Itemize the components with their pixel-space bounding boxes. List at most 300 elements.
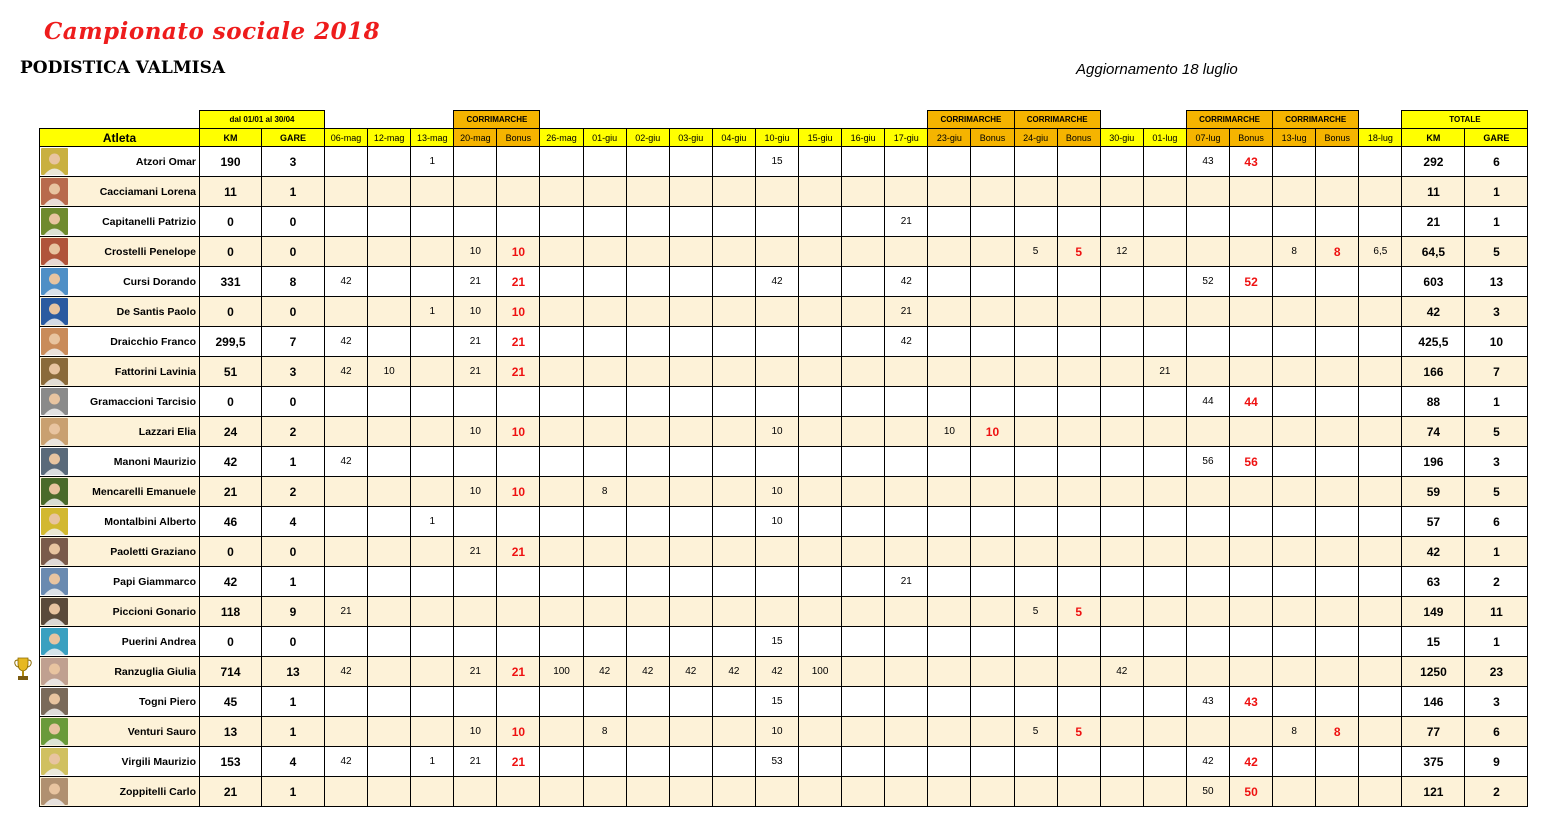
- race-km-cell: [368, 597, 411, 627]
- race-km-cell: [842, 507, 885, 537]
- race-km-cell: [454, 387, 497, 417]
- race-km-cell: [669, 417, 712, 447]
- bonus-cell: [1057, 477, 1100, 507]
- athlete-photo: [41, 388, 68, 415]
- bonus-cell: [971, 657, 1014, 687]
- table-row: [40, 237, 1528, 267]
- race-km-cell: [1014, 567, 1057, 597]
- bonus-cell: [971, 177, 1014, 207]
- athlete-name: Mencarelli Emanuele: [40, 477, 200, 507]
- total-km-cell: 57: [1402, 507, 1465, 537]
- race-km-cell: 21: [325, 597, 368, 627]
- race-km-cell: [583, 747, 626, 777]
- bonus-cell: [1057, 357, 1100, 387]
- total-gare-cell: 6: [1465, 147, 1528, 177]
- km-cell: 153: [200, 747, 262, 777]
- bonus-cell: [1057, 657, 1100, 687]
- gare-cell: 9: [262, 597, 325, 627]
- gare-cell: 7: [262, 327, 325, 357]
- race-km-cell: [1143, 207, 1186, 237]
- race-km-cell: [583, 567, 626, 597]
- col-event-date: 07-lug: [1186, 129, 1229, 147]
- race-km-cell: [1100, 777, 1143, 807]
- gare-cell: 2: [262, 417, 325, 447]
- bonus-cell: [1316, 297, 1359, 327]
- total-gare-cell: 1: [1465, 387, 1528, 417]
- race-km-cell: 56: [1186, 447, 1229, 477]
- bonus-cell: [971, 387, 1014, 417]
- col-event-date: 01-lug: [1143, 129, 1186, 147]
- race-km-cell: [626, 387, 669, 417]
- race-km-cell: [842, 747, 885, 777]
- race-km-cell: [669, 207, 712, 237]
- race-km-cell: [669, 627, 712, 657]
- total-gare-cell: 13: [1465, 267, 1528, 297]
- bonus-cell: [1230, 417, 1273, 447]
- race-km-cell: 15: [755, 687, 798, 717]
- bonus-cell: [1316, 657, 1359, 687]
- table-row: [40, 207, 1528, 237]
- race-km-cell: 42: [583, 657, 626, 687]
- race-km-cell: [540, 627, 583, 657]
- race-km-cell: [799, 597, 842, 627]
- race-km-cell: [1100, 417, 1143, 447]
- race-km-cell: [712, 627, 755, 657]
- race-km-cell: [1359, 357, 1402, 387]
- bonus-cell: [1316, 507, 1359, 537]
- race-km-cell: [1273, 387, 1316, 417]
- km-cell: 0: [200, 297, 262, 327]
- race-km-cell: [368, 537, 411, 567]
- race-km-cell: [368, 747, 411, 777]
- race-km-cell: 5: [1014, 237, 1057, 267]
- col-event-date: 20-mag: [454, 129, 497, 147]
- total-km-cell: 603: [1402, 267, 1465, 297]
- race-km-cell: 42: [1100, 657, 1143, 687]
- race-km-cell: [799, 777, 842, 807]
- race-km-cell: [368, 267, 411, 297]
- bonus-cell: 50: [1230, 777, 1273, 807]
- gare-cell: 8: [262, 267, 325, 297]
- race-km-cell: [325, 237, 368, 267]
- race-km-cell: 10: [755, 477, 798, 507]
- race-km-cell: [885, 477, 928, 507]
- race-km-cell: [325, 477, 368, 507]
- race-km-cell: [1014, 507, 1057, 537]
- km-cell: 331: [200, 267, 262, 297]
- race-km-cell: [368, 387, 411, 417]
- athlete-name: Lazzari Elia: [40, 417, 200, 447]
- col-event-date: 04-giu: [712, 129, 755, 147]
- race-km-cell: [842, 207, 885, 237]
- bonus-cell: [497, 777, 540, 807]
- bonus-cell: [1316, 537, 1359, 567]
- race-km-cell: [626, 747, 669, 777]
- race-km-cell: 10: [755, 717, 798, 747]
- gare-cell: 1: [262, 567, 325, 597]
- race-km-cell: 15: [755, 147, 798, 177]
- race-km-cell: [1100, 627, 1143, 657]
- race-km-cell: [368, 177, 411, 207]
- bonus-cell: [1316, 477, 1359, 507]
- total-km-cell: 15: [1402, 627, 1465, 657]
- race-km-cell: [1273, 597, 1316, 627]
- page-title: Campionato sociale 2018: [44, 18, 381, 45]
- race-km-cell: [885, 747, 928, 777]
- race-km-cell: [1186, 417, 1229, 447]
- race-km-cell: [454, 597, 497, 627]
- race-km-cell: [325, 297, 368, 327]
- bonus-cell: 21: [497, 747, 540, 777]
- race-km-cell: [1186, 357, 1229, 387]
- race-km-cell: [454, 447, 497, 477]
- race-km-cell: [411, 717, 454, 747]
- race-km-cell: [1359, 777, 1402, 807]
- race-km-cell: [540, 417, 583, 447]
- total-gare-cell: 1: [1465, 537, 1528, 567]
- race-km-cell: [325, 717, 368, 747]
- race-km-cell: 42: [325, 657, 368, 687]
- race-km-cell: 42: [755, 267, 798, 297]
- race-km-cell: [928, 447, 971, 477]
- athlete-photo: [41, 448, 68, 475]
- race-km-cell: [669, 237, 712, 267]
- table-row: [40, 507, 1528, 537]
- total-gare-cell: 6: [1465, 717, 1528, 747]
- race-km-cell: 21: [885, 207, 928, 237]
- col-bonus: Bonus: [1057, 129, 1100, 147]
- group-header-row: [40, 111, 1528, 129]
- race-km-cell: [885, 417, 928, 447]
- total-gare-cell: 7: [1465, 357, 1528, 387]
- athlete-name: Crostelli Penelope: [40, 237, 200, 267]
- race-km-cell: [1186, 657, 1229, 687]
- bonus-cell: [971, 207, 1014, 237]
- race-km-cell: [626, 477, 669, 507]
- race-km-cell: [885, 777, 928, 807]
- race-km-cell: [669, 327, 712, 357]
- race-km-cell: 42: [1186, 747, 1229, 777]
- race-km-cell: [1359, 477, 1402, 507]
- race-km-cell: [1014, 657, 1057, 687]
- race-km-cell: [411, 417, 454, 447]
- athlete-name: Puerini Andrea: [40, 627, 200, 657]
- athlete-name: Paoletti Graziano: [40, 537, 200, 567]
- race-km-cell: [583, 597, 626, 627]
- race-km-cell: [928, 267, 971, 297]
- gare-cell: 1: [262, 447, 325, 477]
- athlete-name: Fattorini Lavinia: [40, 357, 200, 387]
- race-km-cell: [540, 237, 583, 267]
- bonus-cell: 8: [1316, 237, 1359, 267]
- table-row: [40, 327, 1528, 357]
- total-gare-cell: 10: [1465, 327, 1528, 357]
- race-km-cell: [583, 237, 626, 267]
- km-cell: 0: [200, 537, 262, 567]
- race-km-cell: [669, 297, 712, 327]
- race-km-cell: [1273, 147, 1316, 177]
- total-km-cell: 146: [1402, 687, 1465, 717]
- col-event-date: 13-lug: [1273, 129, 1316, 147]
- race-km-cell: [1359, 717, 1402, 747]
- race-km-cell: 6,5: [1359, 237, 1402, 267]
- km-cell: 714: [200, 657, 262, 687]
- athlete-name: Cacciamani Lorena: [40, 177, 200, 207]
- bonus-cell: [1316, 357, 1359, 387]
- race-km-cell: [325, 177, 368, 207]
- race-km-cell: [325, 417, 368, 447]
- bonus-cell: [971, 357, 1014, 387]
- group-spacer: [411, 111, 454, 129]
- athlete-photo: [41, 238, 68, 265]
- total-km-cell: 64,5: [1402, 237, 1465, 267]
- athlete-photo: [41, 598, 68, 625]
- column-header-row: [40, 129, 1528, 147]
- bonus-cell: [1230, 597, 1273, 627]
- race-km-cell: 10: [928, 417, 971, 447]
- race-km-cell: 10: [755, 507, 798, 537]
- total-gare-cell: 9: [1465, 747, 1528, 777]
- total-gare-cell: 5: [1465, 237, 1528, 267]
- gare-cell: 3: [262, 357, 325, 387]
- race-km-cell: [454, 687, 497, 717]
- bonus-cell: [971, 147, 1014, 177]
- race-km-cell: [626, 237, 669, 267]
- bonus-cell: [1057, 747, 1100, 777]
- race-km-cell: [712, 447, 755, 477]
- race-km-cell: [755, 177, 798, 207]
- group-spacer: [626, 111, 669, 129]
- group-corrimarche: CORRIMARCHE: [1273, 111, 1359, 129]
- race-km-cell: [454, 567, 497, 597]
- ranking-table: [39, 110, 1528, 807]
- gare-cell: 1: [262, 177, 325, 207]
- race-km-cell: [712, 417, 755, 447]
- race-km-cell: [1143, 417, 1186, 447]
- race-km-cell: [1100, 327, 1143, 357]
- race-km-cell: [540, 327, 583, 357]
- total-gare-cell: 5: [1465, 417, 1528, 447]
- race-km-cell: 1: [411, 747, 454, 777]
- race-km-cell: [454, 627, 497, 657]
- race-km-cell: [1273, 567, 1316, 597]
- km-cell: 0: [200, 387, 262, 417]
- race-km-cell: [799, 627, 842, 657]
- race-km-cell: [1186, 327, 1229, 357]
- race-km-cell: [1100, 537, 1143, 567]
- race-km-cell: [411, 447, 454, 477]
- race-km-cell: [1273, 777, 1316, 807]
- table-row: [40, 357, 1528, 387]
- bonus-cell: 10: [497, 717, 540, 747]
- race-km-cell: 100: [540, 657, 583, 687]
- km-cell: 24: [200, 417, 262, 447]
- race-km-cell: [626, 567, 669, 597]
- race-km-cell: [712, 387, 755, 417]
- bonus-cell: 5: [1057, 717, 1100, 747]
- athlete-name: Ranzuglia Giulia: [40, 657, 200, 687]
- athlete-photo: [41, 148, 68, 175]
- group-spacer: [40, 111, 200, 129]
- col-event-date: 18-lug: [1359, 129, 1402, 147]
- bonus-cell: 52: [1230, 267, 1273, 297]
- race-km-cell: [842, 477, 885, 507]
- gare-cell: 0: [262, 387, 325, 417]
- race-km-cell: [842, 267, 885, 297]
- race-km-cell: [540, 597, 583, 627]
- race-km-cell: [799, 297, 842, 327]
- bonus-cell: 21: [497, 537, 540, 567]
- race-km-cell: [325, 387, 368, 417]
- race-km-cell: [583, 627, 626, 657]
- race-km-cell: [368, 447, 411, 477]
- total-km-cell: 425,5: [1402, 327, 1465, 357]
- bonus-cell: [497, 387, 540, 417]
- bonus-cell: [971, 777, 1014, 807]
- race-km-cell: [1143, 477, 1186, 507]
- race-km-cell: [540, 177, 583, 207]
- race-km-cell: [540, 357, 583, 387]
- race-km-cell: [842, 177, 885, 207]
- race-km-cell: [1359, 657, 1402, 687]
- athlete-name: Draicchio Franco: [40, 327, 200, 357]
- race-km-cell: [669, 597, 712, 627]
- total-km-cell: 21: [1402, 207, 1465, 237]
- race-km-cell: 52: [1186, 267, 1229, 297]
- race-km-cell: [928, 327, 971, 357]
- race-km-cell: [842, 777, 885, 807]
- total-km-cell: 375: [1402, 747, 1465, 777]
- race-km-cell: [885, 597, 928, 627]
- race-km-cell: [928, 777, 971, 807]
- race-km-cell: [799, 357, 842, 387]
- race-km-cell: [1359, 417, 1402, 447]
- bonus-cell: 21: [497, 327, 540, 357]
- athlete-photo: [41, 418, 68, 445]
- race-km-cell: 21: [1143, 357, 1186, 387]
- race-km-cell: [626, 597, 669, 627]
- race-km-cell: 42: [626, 657, 669, 687]
- total-km-cell: 1250: [1402, 657, 1465, 687]
- race-km-cell: [842, 627, 885, 657]
- race-km-cell: [842, 717, 885, 747]
- race-km-cell: [368, 147, 411, 177]
- race-km-cell: 42: [669, 657, 712, 687]
- race-km-cell: [928, 507, 971, 537]
- total-km-cell: 166: [1402, 357, 1465, 387]
- race-km-cell: [1014, 327, 1057, 357]
- athlete-name: Atzori Omar: [40, 147, 200, 177]
- race-km-cell: [712, 297, 755, 327]
- bonus-cell: 10: [971, 417, 1014, 447]
- km-cell: 45: [200, 687, 262, 717]
- table-row: [40, 777, 1528, 807]
- race-km-cell: [755, 357, 798, 387]
- race-km-cell: [583, 507, 626, 537]
- race-km-cell: [1273, 267, 1316, 297]
- race-km-cell: [842, 537, 885, 567]
- club-name: PODISTICA VALMISA: [20, 58, 226, 78]
- race-km-cell: 10: [454, 417, 497, 447]
- race-km-cell: [712, 327, 755, 357]
- race-km-cell: [540, 747, 583, 777]
- race-km-cell: [411, 207, 454, 237]
- race-km-cell: [669, 387, 712, 417]
- race-km-cell: [712, 207, 755, 237]
- race-km-cell: [626, 627, 669, 657]
- race-km-cell: [928, 177, 971, 207]
- race-km-cell: [1186, 627, 1229, 657]
- race-km-cell: [626, 507, 669, 537]
- bonus-cell: [1316, 387, 1359, 417]
- bonus-cell: [971, 447, 1014, 477]
- race-km-cell: [1014, 777, 1057, 807]
- col-athlete: Atleta: [40, 129, 200, 147]
- race-km-cell: [712, 567, 755, 597]
- athlete-name: Virgili Maurizio: [40, 747, 200, 777]
- table-row: [40, 417, 1528, 447]
- race-km-cell: [928, 477, 971, 507]
- total-km-cell: 196: [1402, 447, 1465, 477]
- race-km-cell: [1359, 327, 1402, 357]
- race-km-cell: [411, 237, 454, 267]
- race-km-cell: 5: [1014, 597, 1057, 627]
- bonus-cell: [1057, 447, 1100, 477]
- race-km-cell: [799, 147, 842, 177]
- race-km-cell: [411, 267, 454, 297]
- km-cell: 11: [200, 177, 262, 207]
- race-km-cell: [1273, 447, 1316, 477]
- race-km-cell: [842, 357, 885, 387]
- gare-cell: 0: [262, 207, 325, 237]
- race-km-cell: 21: [454, 357, 497, 387]
- race-km-cell: [1100, 687, 1143, 717]
- athlete-name: De Santis Paolo: [40, 297, 200, 327]
- bonus-cell: [1316, 687, 1359, 717]
- athlete-photo: [41, 478, 68, 505]
- race-km-cell: [583, 147, 626, 177]
- race-km-cell: [540, 267, 583, 297]
- race-km-cell: [928, 717, 971, 747]
- bonus-cell: [1057, 267, 1100, 297]
- gare-cell: 4: [262, 747, 325, 777]
- bonus-cell: [971, 717, 1014, 747]
- race-km-cell: [1100, 297, 1143, 327]
- race-km-cell: [325, 207, 368, 237]
- race-km-cell: [755, 387, 798, 417]
- race-km-cell: [540, 777, 583, 807]
- race-km-cell: [1273, 477, 1316, 507]
- race-km-cell: [540, 567, 583, 597]
- bonus-cell: [971, 267, 1014, 297]
- race-km-cell: [799, 387, 842, 417]
- bonus-cell: [1057, 777, 1100, 807]
- race-km-cell: 8: [1273, 237, 1316, 267]
- race-km-cell: [1359, 507, 1402, 537]
- race-km-cell: [712, 507, 755, 537]
- race-km-cell: [842, 597, 885, 627]
- race-km-cell: [325, 567, 368, 597]
- total-gare-cell: 1: [1465, 177, 1528, 207]
- bonus-cell: [497, 147, 540, 177]
- race-km-cell: [669, 147, 712, 177]
- table-row: [40, 537, 1528, 567]
- race-km-cell: 21: [454, 327, 497, 357]
- total-gare-cell: 11: [1465, 597, 1528, 627]
- race-km-cell: [583, 417, 626, 447]
- race-km-cell: [1100, 507, 1143, 537]
- race-km-cell: [583, 327, 626, 357]
